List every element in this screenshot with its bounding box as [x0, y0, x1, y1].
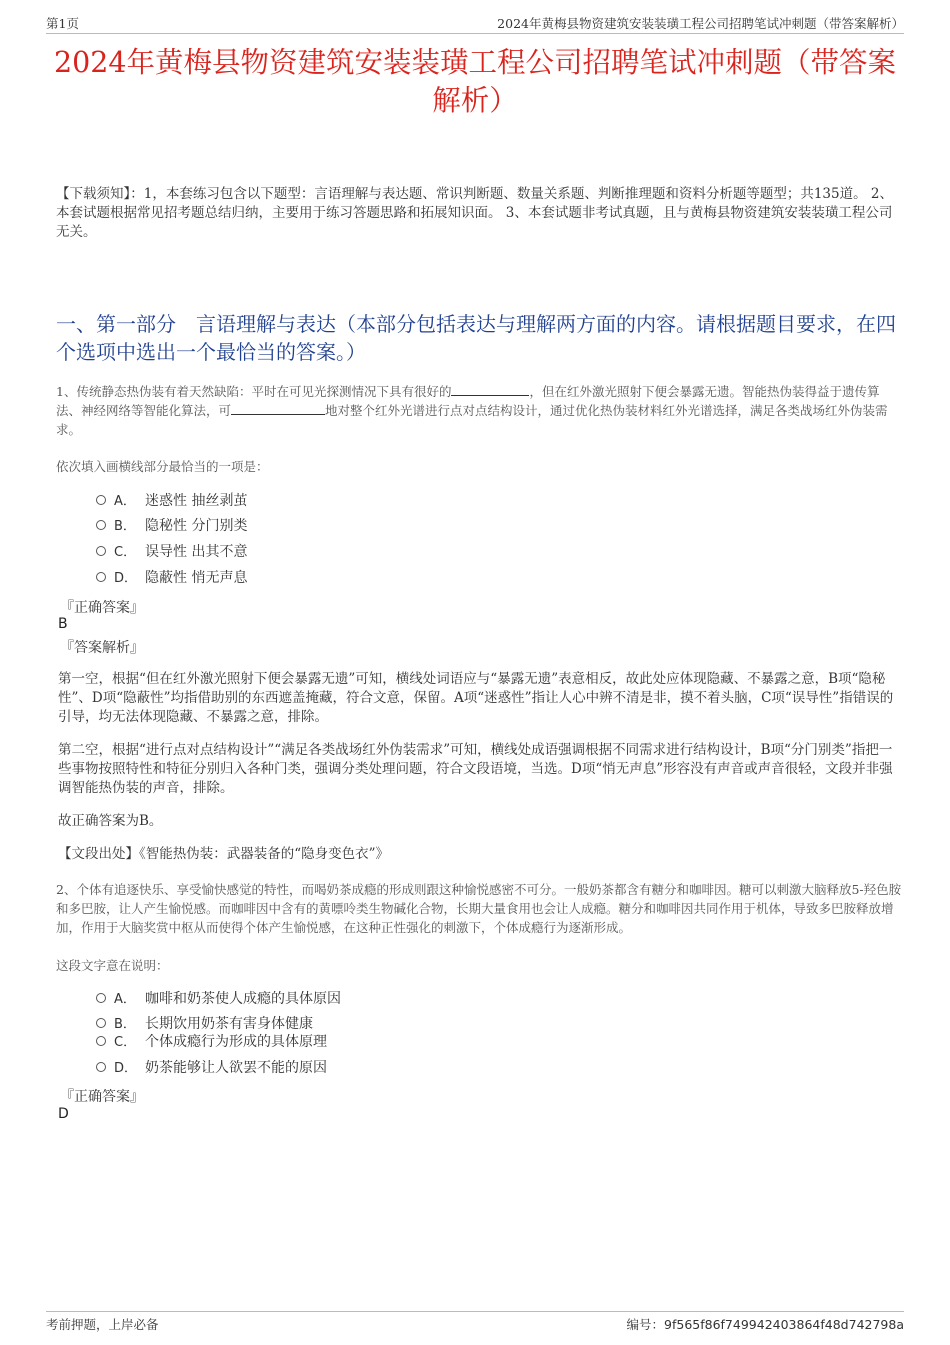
- footer-code-label: 编号：: [626, 1317, 665, 1332]
- q1-answer: B: [58, 616, 68, 632]
- section-text: 言语理解与表达（本部分包括表达与理解两方面的内容。请根据题目要求，在四个选项中选出一个最恰当的答案。）: [56, 312, 896, 364]
- question-1-text: [56, 382, 902, 439]
- question-2-text: 2、个体有追逐快乐、享受愉快感觉的特性，而喝奶茶成瘾的形成则跟这种愉悦感密不可分。一般奶茶都含有糖分和咖啡因。糖可以刺激大脑释放5-羟色胺和多巴胺，让人产生愉悦感。而咖啡因中含有的黄嘌呤类生物碱化合物，长期大量食用也会让人成瘾。糖分和咖啡因共同作用于机体，导致多巴胺释放增加，作用于大脑奖赏中枢从而使得个体产生愉悦感，在这种正性强化的刺激下，个体成瘾行为逐渐形成。: [56, 882, 902, 935]
- page-header: [46, 14, 904, 32]
- radio-icon[interactable]: [96, 546, 106, 556]
- section-head: 一、第一部分: [56, 312, 176, 336]
- section-heading: [56, 310, 900, 366]
- q2-answer: D: [58, 1106, 69, 1122]
- footer-code-value: 9f565f86f749942403864f48d742798a: [664, 1317, 904, 1332]
- q1-option-d[interactable]: D． 隐蔽性 悄无声息: [96, 568, 247, 588]
- q1-analysis-para-2: 第二空，根据“进行点对点结构设计”“满足各类战场红外伪装需求”可知，横线处成语强调根据不同需求进行结构设计，B项“分门别类”指把一些事物按照特性和特征分别归入各种门类，强调分类处理问题，符合文段语境，当选。D项“悄无声息”形容没有声音或声音很轻，文段并非强调智能热伪装的声音，排除。: [58, 742, 893, 796]
- blank-2: [231, 402, 325, 415]
- radio-icon[interactable]: [96, 520, 106, 530]
- q1-option-a[interactable]: A． 迷惑性 抽丝剥茧: [96, 491, 247, 511]
- radio-icon[interactable]: [96, 993, 106, 1003]
- footer-code: [627, 1315, 905, 1333]
- q2-option-a[interactable]: A． 咖啡和奶茶使人成瘾的具体原因: [96, 989, 341, 1009]
- page-number: 第1页: [46, 16, 79, 31]
- q1-text-part1: 1、传统静态热伪装有着天然缺陷：平时在可见光探测情况下具有很好的: [56, 384, 452, 399]
- q2-option-c[interactable]: C． 个体成瘾行为形成的具体原理: [96, 1032, 327, 1052]
- q2-prompt: 这段文字意在说明：: [56, 958, 169, 973]
- header-divider: [46, 33, 904, 34]
- radio-icon[interactable]: [96, 1018, 106, 1028]
- q1-option-b[interactable]: B． 隐秘性 分门别类: [96, 516, 247, 536]
- q1-option-c[interactable]: C． 误导性 出其不意: [96, 542, 247, 562]
- q2-option-b[interactable]: B． 长期饮用奶茶有害身体健康: [96, 1014, 313, 1034]
- footer-slogan: 考前押题，上岸必备: [46, 1317, 159, 1332]
- q1-analysis-para-1: 第一空，根据“但在红外激光照射下便会暴露无遗”可知，横线处词语应与“暴露无遗”表意相反，故此处应体现隐藏、不暴露之意，B项“隐秘性”、D项“隐蔽性”均指借助别的东西遮盖掩藏，符合文意，保留。A项“迷惑性”指让人心中辨不清是非，摸不着头脑，C项“误导性”指错误的引导，均无法体现隐藏、不暴露之意，排除。: [58, 671, 894, 725]
- q1-source: 【文段出处】《智能热伪装：武器装备的“隐身变色衣”》: [58, 846, 390, 862]
- radio-icon[interactable]: [96, 1062, 106, 1072]
- blank-1: [451, 383, 529, 396]
- q2-answer-label: 『正确答案』: [60, 1089, 144, 1105]
- header-doc-title: 2024年黄梅县物资建筑安装装璜工程公司招聘笔试冲刺题（带答案解析）: [497, 16, 904, 31]
- q1-analysis-label: 『答案解析』: [60, 640, 144, 656]
- radio-icon[interactable]: [96, 572, 106, 582]
- q1-text-part2: ，但在红外激光照射下便会暴露无遗。智能热伪装得益于遗传算法、神经网络等智能化算法，可: [56, 384, 880, 418]
- q1-text-part3: 地对整个红外光谱进行点对点结构设计，通过优化热伪装材料红外光谱选择，满足各类战场红外伪装需求。: [56, 403, 888, 437]
- q1-prompt: 依次填入画横线部分最恰当的一项是：: [56, 459, 269, 474]
- q1-conclusion: 故正确答案为B。: [58, 813, 163, 829]
- download-notice: 【下载须知】：1，本套练习包含以下题型：言语理解与表达题、常识判断题、数量关系题、判断推理题和资料分析题等题型；共135道。 2、本套试题根据常见招考题总结归纳，主要用于练习答题思路和拓展知识面。 3、本套试题非考试真题，且与黄梅县物资建筑安装装璜工程公司无关。: [56, 186, 893, 240]
- radio-icon[interactable]: [96, 495, 106, 505]
- document-title: 2024年黄梅县物资建筑安装装璜工程公司招聘笔试冲刺题（带答案解析）: [53, 46, 897, 117]
- radio-icon[interactable]: [96, 1036, 106, 1046]
- q1-answer-label: 『正确答案』: [60, 600, 144, 616]
- q2-option-d[interactable]: D． 奶茶能够让人欲罢不能的原因: [96, 1058, 327, 1078]
- footer-divider: [46, 1311, 904, 1312]
